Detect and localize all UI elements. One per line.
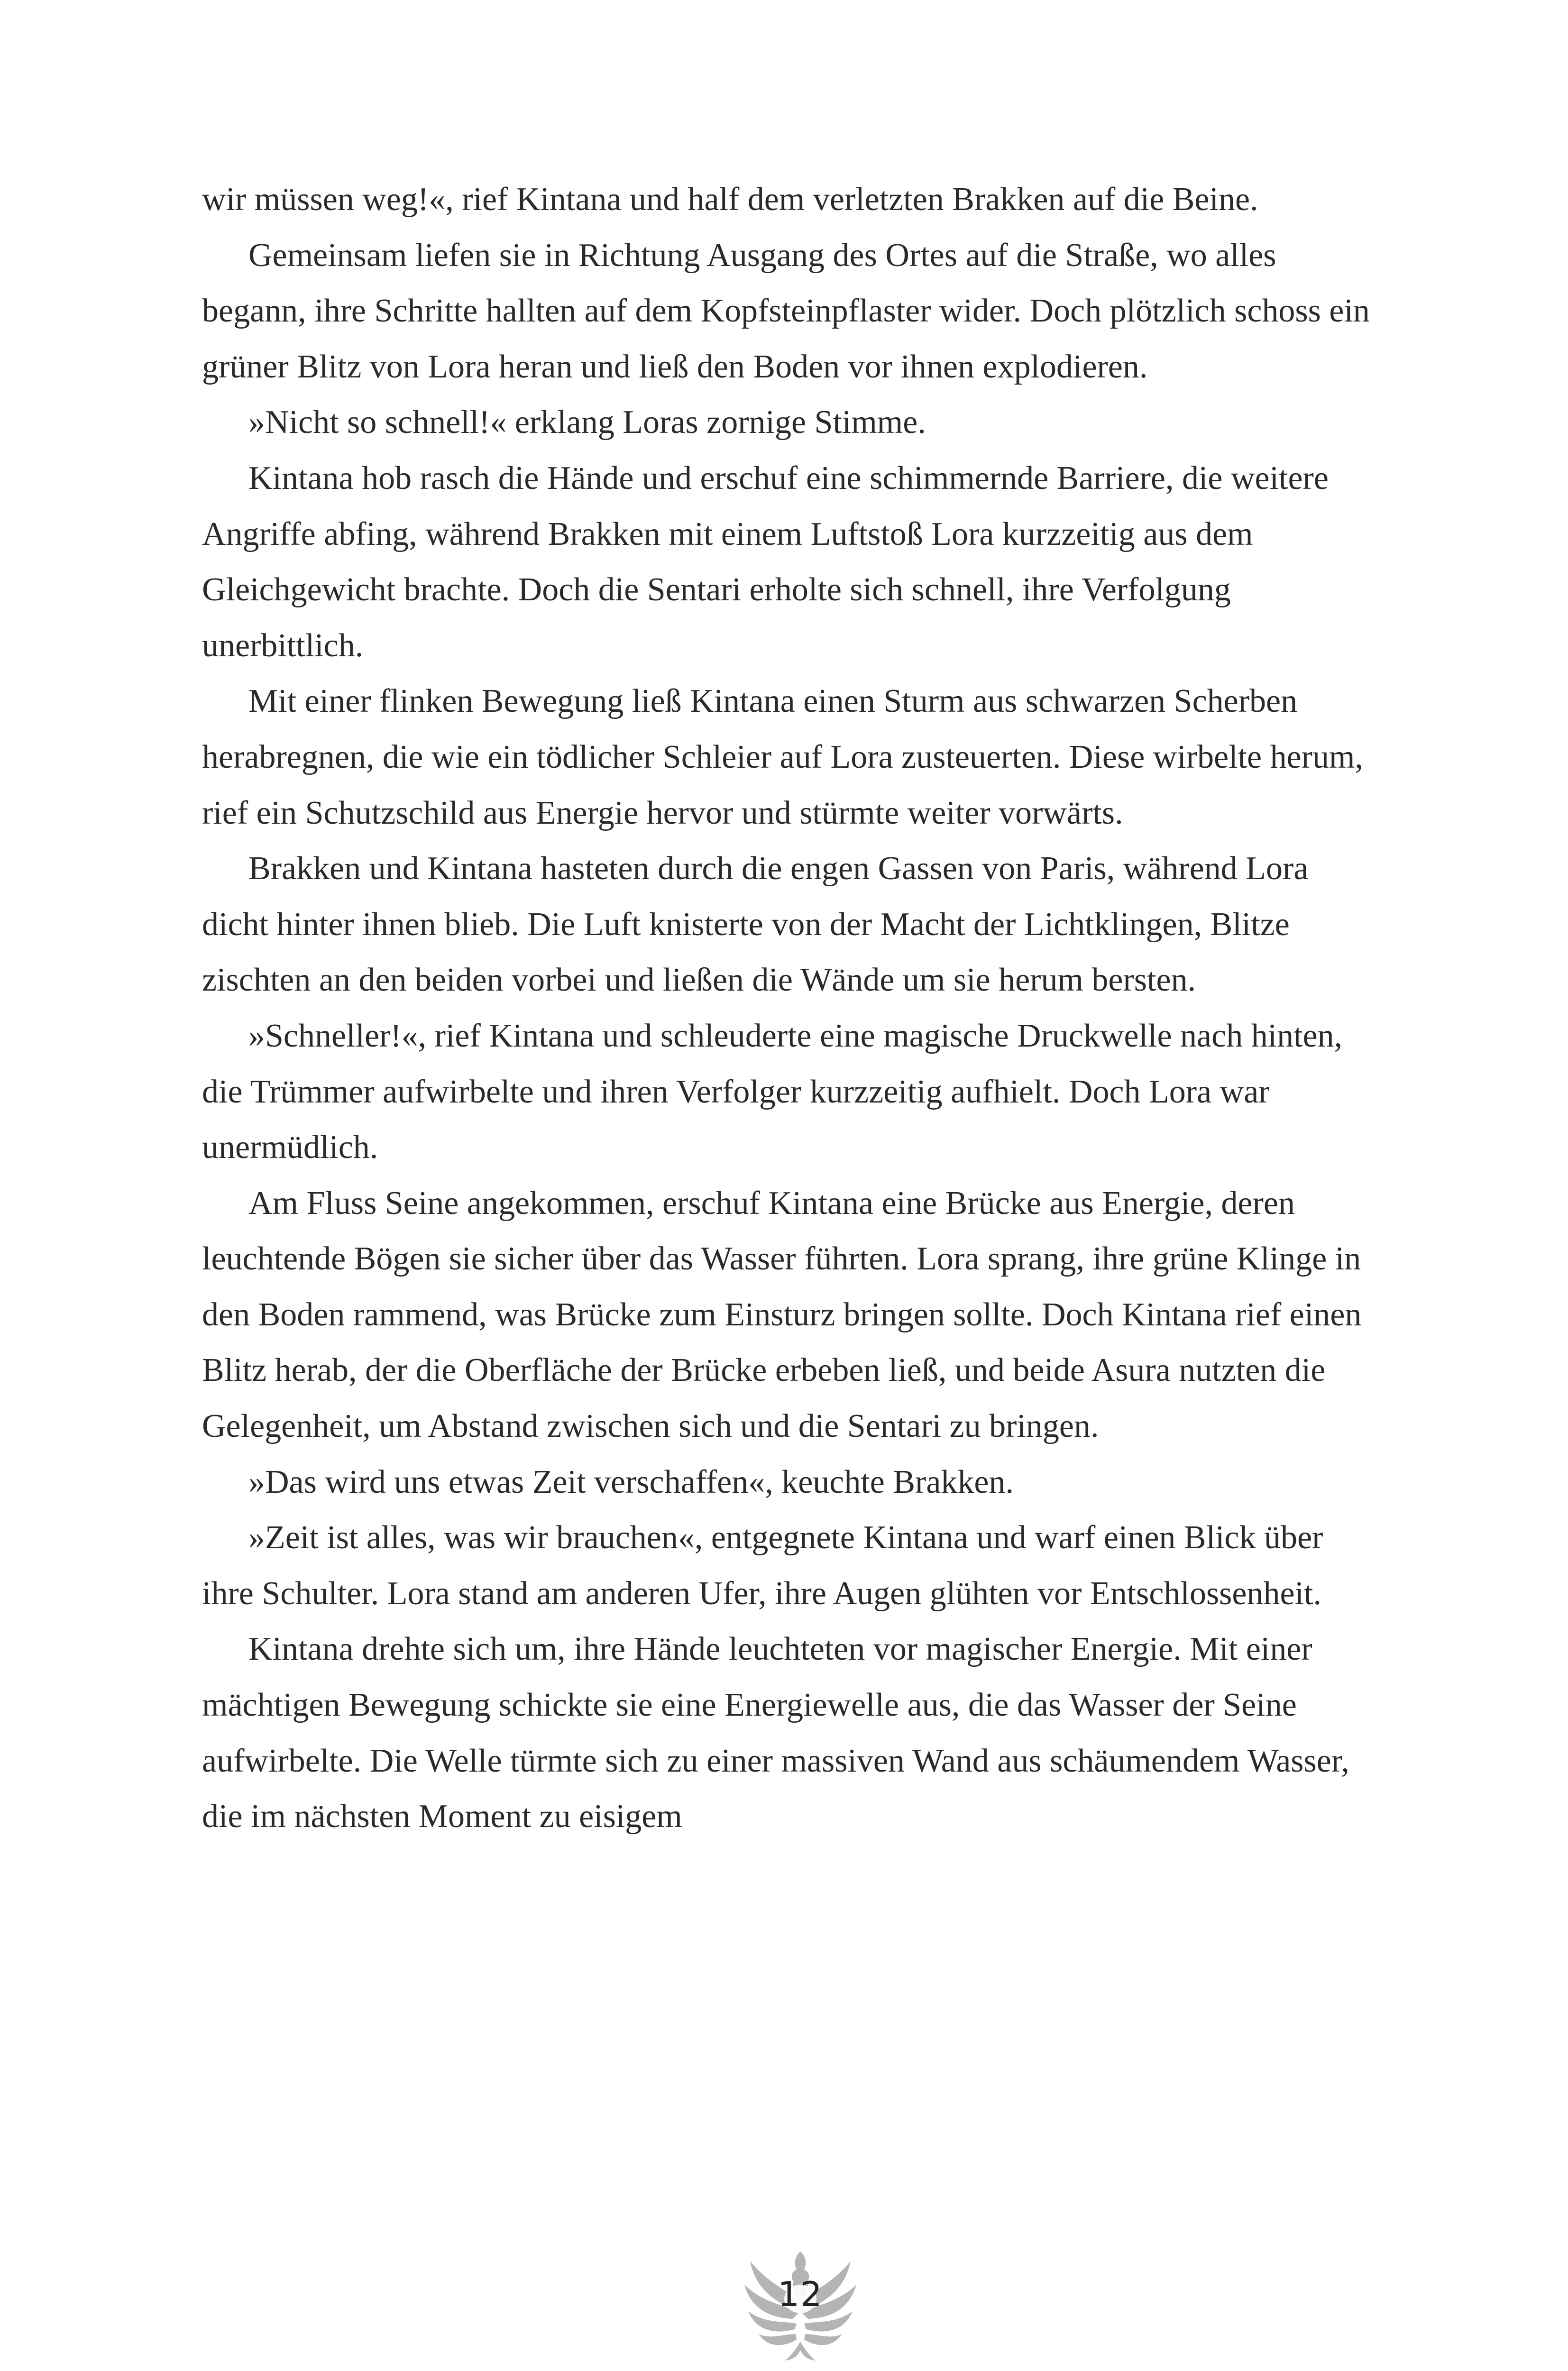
paragraph-8: Am Fluss Seine angekommen, erschuf Kintana eine Brücke aus Energie, deren leuchtende Bögen sie sicher über das Wasser führten. Lora sprang, ihre grüne Klinge in den Boden rammend, was Brücke zum Einsturz bringen sollte. Doch Kintana rief einen Blitz herab, der die Oberfläche der Brücke erbeben ließ, und beide Asura nutzten die Gelegenheit, um Abstand zwischen sich und die Sentari zu bringen. (202, 1185, 1362, 1445)
paragraph-5: Mit einer flinken Bewegung ließ Kintana einen Sturm aus schwarzen Scherben herabregnen, die wie ein tödlicher Schleier auf Lora zusteuerten. Diese wirbelte herum, rief ein Schutzschild aus Energie hervor und stürmte weiter vorwärts. (202, 683, 1363, 831)
paragraph-7: »Schneller!«, rief Kintana und schleuderte eine magische Druckwelle nach hinten, die Trümmer aufwirbelte und ihren Verfolger kurzzeitig aufhielt. Doch Lora war unermüdlich. (202, 1017, 1343, 1166)
paragraph-3: »Nicht so schnell!« erklang Loras zornige Stimme. (248, 404, 926, 441)
page-number: 12 (778, 2274, 823, 2314)
body-text (202, 172, 1378, 1845)
paragraph-6: Brakken und Kintana hasteten durch die engen Gassen von Paris, während Lora dicht hinter ihnen blieb. Die Luft knisterte von der Macht der Lichtklingen, Blitze zischten an den beiden vorbei und ließen die Wände um sie herum bersten. (202, 850, 1309, 999)
paragraph-9: »Das wird uns etwas Zeit verschaffen«, keuchte Brakken. (248, 1463, 1014, 1500)
paragraph-11: Kintana drehte sich um, ihre Hände leuchteten vor magischer Energie. Mit einer mächtigen Bewegung schickte sie eine Energiewelle aus, die das Wasser der Seine aufwirbelte. Die Welle türmte sich zu einer massiven Wand aus schäumendem Wasser, die im nächsten Moment zu eisigem (202, 1631, 1349, 1835)
paragraph-2: Gemeinsam liefen sie in Richtung Ausgang des Ortes auf die Straße, wo alles begann, ihre Schritte hallten auf dem Kopfsteinpflaster wider. Doch plötzlich schoss ein grüner Blitz von Lora heran und ließ den Boden vor ihnen explodieren. (202, 237, 1370, 385)
paragraph-1: wir müssen weg!«, rief Kintana und half dem verletzten Brakken auf die Beine. (202, 181, 1258, 218)
paragraph-10: »Zeit ist alles, was wir brauchen«, entgegnete Kintana und warf einen Blick über ihre Schulter. Lora stand am anderen Ufer, ihre Augen glühten vor Entschlossenheit. (202, 1519, 1323, 1612)
paragraph-4: Kintana hob rasch die Hände und erschuf eine schimmernde Barriere, die weitere Angriffe abfing, während Brakken mit einem Luftstoß Lora kurzzeitig aus dem Gleichgewicht brachte. Doch die Sentari erholte sich schnell, ihre Verfolgung unerbittlich. (202, 459, 1329, 664)
page-footer (736, 2233, 865, 2364)
